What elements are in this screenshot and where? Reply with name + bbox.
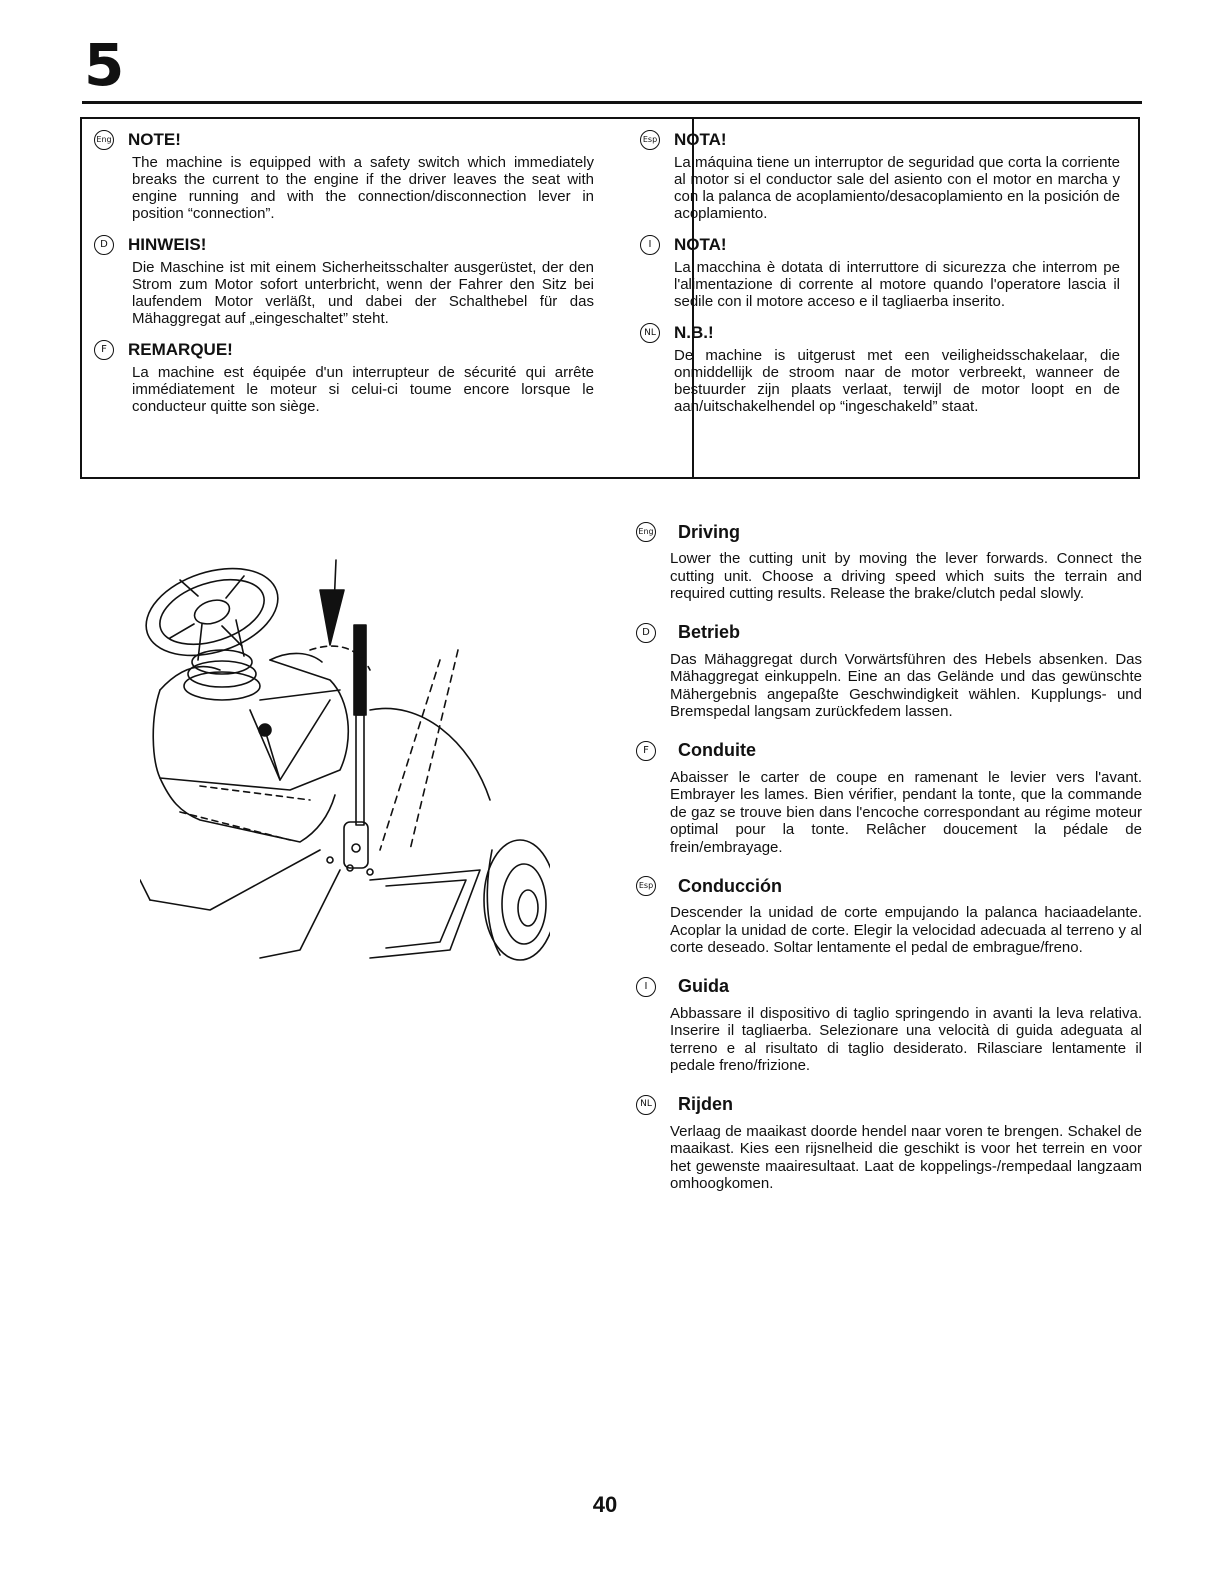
language-dutch-icon: NL (640, 323, 660, 343)
instruction-dutch (636, 1093, 1142, 1193)
instruction-text: Verlaag de maaikast doorde hendel naar voren te brengen. Schakel de maaikast. Kies een rijsnelheid die geschikt is voor het terrein en voor het gewenste maairesultaat. Laat de koppelings-/rempedaal langzaam omhoogkomen. (670, 1122, 1142, 1192)
instruction-title: Guida (678, 976, 730, 996)
language-german-icon: D (94, 235, 114, 255)
tractor-lever-illustration (140, 550, 550, 970)
chapter-number: 5 (84, 31, 125, 99)
language-dutch-icon: NL (636, 1095, 656, 1115)
instruction-header (636, 739, 1142, 763)
note-text: De machine is uitgerust met een veiligheidsschakelaar, die onmiddellijk de stroom naar de motor verbreekt, wanneer de bestuurder zijn plaats verlaat, terwijl de motor loopt en de aan/uitschakelhendel op “ingeschakeld” staat. (674, 347, 1120, 415)
note-header (640, 322, 1120, 344)
note-text: The machine is equipped with a safety switch which immediately breaks the current to the engine if the driver leaves the seat with engine running and with the connection/disconnection lever in position “connection”. (132, 154, 594, 222)
instruction-title: Rijden (678, 1094, 734, 1114)
note-french (94, 339, 594, 415)
note-title: NOTE! (128, 130, 181, 149)
page-number: 40 (592, 1492, 618, 1517)
instruction-header (636, 520, 1142, 544)
note-header (94, 339, 594, 361)
note-text: La macchina è dotata di interruttore di sicurezza che interrom pe l'alimentazione di corrente al motore quando l'operatore lascia il sedile con il motore acceso e il tagliaerba inserito. (674, 259, 1120, 310)
note-column-right (640, 129, 1120, 427)
note-text: La máquina tiene un interruptor de seguridad que corta la corriente al motor si el conductor sale del asiento con el motor en marcha y con la palanca de acoplamiento/desacoplamiento en la posición de acoplamiento. (674, 154, 1120, 222)
instruction-header (636, 1093, 1142, 1117)
instruction-title: Betrieb (678, 622, 741, 642)
language-english-icon: Eng (636, 522, 656, 542)
instruction-english (636, 520, 1142, 603)
note-header (94, 129, 594, 151)
instruction-french (636, 739, 1142, 857)
instruction-german (636, 621, 1142, 721)
language-french-icon: F (636, 741, 656, 761)
note-text: Die Maschine ist mit einem Sicherheitsschalter ausgerüstet, der den Strom zum Motor sofort unterbricht, wenn der Fahrer den Sitz bei laufendem Motor verläßt, und dabei der Schalthebel für das Mähaggregat auf „eingeschaltet” steht. (132, 259, 594, 327)
driving-instructions (636, 520, 1142, 1211)
instruction-title: Conduite (678, 740, 756, 760)
safety-note-box (80, 117, 1140, 479)
note-title: NOTA! (674, 235, 727, 254)
note-title: N.B.! (674, 323, 714, 342)
language-spanish-icon: Esp (636, 876, 656, 896)
instruction-text: Das Mähaggregat durch Vorwärtsführen des Hebels absenken. Das Mähaggregat einkuppeln. Eine an das Gelände und das gewünschte Mähergebnis angepaßte Geschwindigkeit wählen. Kupplungs- und Bremspedal langsam zurückfedem lassen. (670, 650, 1142, 720)
note-header (94, 234, 594, 256)
language-french-icon: F (94, 340, 114, 360)
note-header (640, 234, 1120, 256)
note-title: HINWEIS! (128, 235, 207, 254)
language-spanish-icon: Esp (640, 130, 660, 150)
language-english-icon: Eng (94, 130, 114, 150)
instruction-title: Conducción (678, 875, 782, 896)
note-title: REMARQUE! (128, 340, 233, 359)
header-rule (82, 101, 1142, 104)
language-italian-icon: I (640, 235, 660, 255)
instruction-text: Abbassare il dispositivo di taglio springendo in avanti la leva relativa. Inserire il tagliaerba. Selezionare una velocità di guida adeguata al terreno e al risultato di taglio desiderato. Rilasciare lentamente il pedale freno/frizione. (670, 1004, 1142, 1074)
instruction-title: Driving (678, 521, 741, 542)
note-spanish (640, 129, 1120, 222)
instruction-text: Lower the cutting unit by moving the lever forwards. Connect the cutting unit. Choose a driving speed which suits the terrain and required cutting results. Release the brake/clutch pedal slowly. (670, 550, 1142, 602)
instruction-spanish (636, 874, 1142, 957)
instruction-italian (636, 975, 1142, 1075)
instruction-header (636, 874, 1142, 898)
note-header (640, 129, 1120, 151)
instruction-text: Abaisser le carter de coupe en ramenant le levier vers l'avant. Embrayer les lames. Bien vérifier, pendant la tonte, que la commande de gaz se trouve bien dans l'encoche correspondant au régime moteur optimal pour la tonte. Relâcher doucement la pédale de frein/embrayage. (670, 768, 1142, 856)
instruction-header (636, 975, 1142, 999)
language-german-icon: D (636, 623, 656, 643)
note-column-left (94, 129, 594, 427)
note-text: La machine est équipée d'un interrupteur de sécurité qui arrête immédiatement le moteur si celui-ci toume encore lorsque le conducteur quitte son siège. (132, 364, 594, 415)
instruction-text: Descender la unidad de corte empujando la palanca haciaadelante. Acoplar la unidad de corte. Elegir la velocidad adecuada al terreno y al corte deseado. Soltar lentamente el pedal de embrague/freno. (670, 904, 1142, 956)
note-italian (640, 234, 1120, 310)
note-dutch (640, 322, 1120, 415)
language-italian-icon: I (636, 977, 656, 997)
note-german (94, 234, 594, 327)
note-title: NOTA! (674, 130, 727, 149)
note-english (94, 129, 594, 222)
instruction-header (636, 621, 1142, 645)
